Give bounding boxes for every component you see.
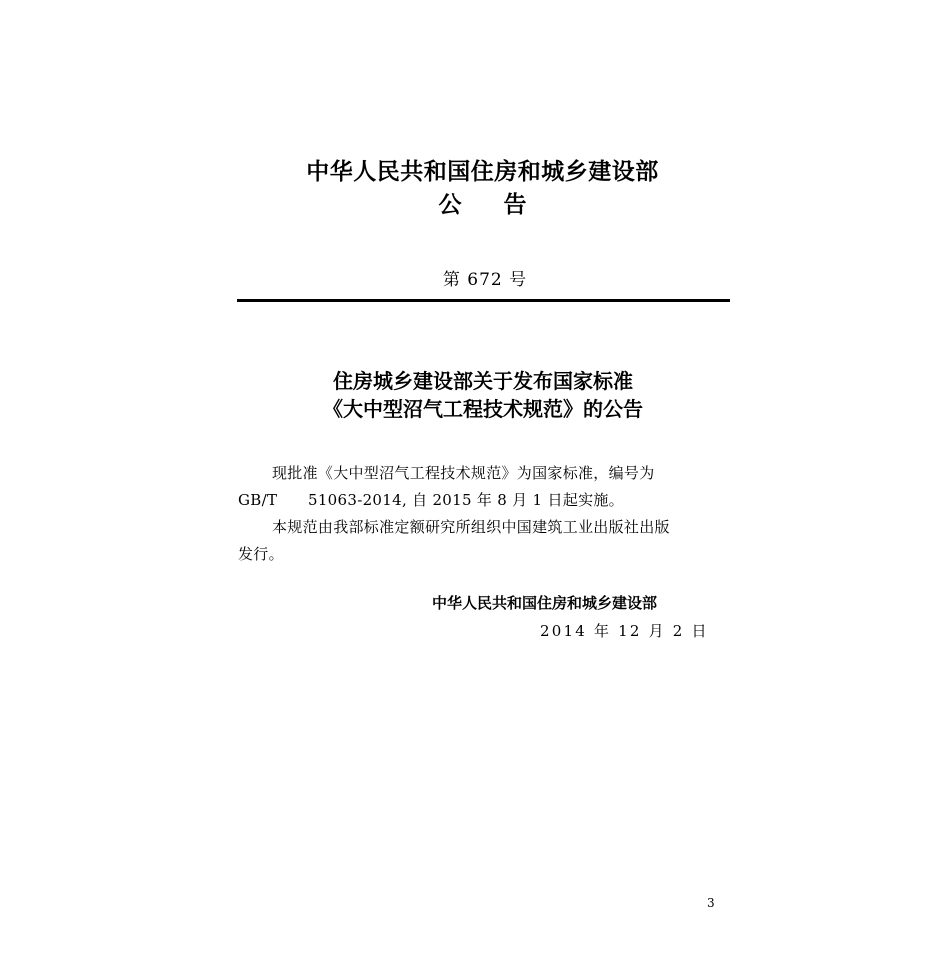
standard-prefix: GB/T: [238, 491, 278, 509]
ministry-title: 中华人民共和国住房和城乡建设部: [306, 159, 659, 185]
header-divider: [237, 299, 730, 302]
notice-number: 第 672 号: [442, 270, 528, 290]
page-number: 3: [707, 896, 715, 910]
paragraph-2-line-1: 本规范由我部标准定额研究所组织中国建筑工业出版社出版: [272, 518, 670, 536]
notice-title: [0, 191, 950, 219]
signature-date: 2014 年 12 月 2 日: [540, 622, 709, 640]
document-title-line-1: 住房城乡建设部关于发布国家标准: [333, 369, 633, 393]
document-title-line-2: 《大中型沼气工程技术规范》的公告: [323, 397, 643, 421]
standard-number-and-date: 51063-2014, 自 2015 年 8 月 1 日起实施。: [308, 491, 624, 509]
paragraph-2-line-2: 发行。: [238, 545, 284, 563]
paragraph-1-line-1: 现批准《大中型沼气工程技术规范》为国家标准，编号为: [272, 464, 655, 482]
signature-organization: 中华人民共和国住房和城乡建设部: [432, 594, 658, 612]
notice-title-left: 公: [438, 192, 462, 218]
notice-title-right: 告: [503, 192, 527, 218]
paragraph-1-line-2: [238, 487, 732, 514]
